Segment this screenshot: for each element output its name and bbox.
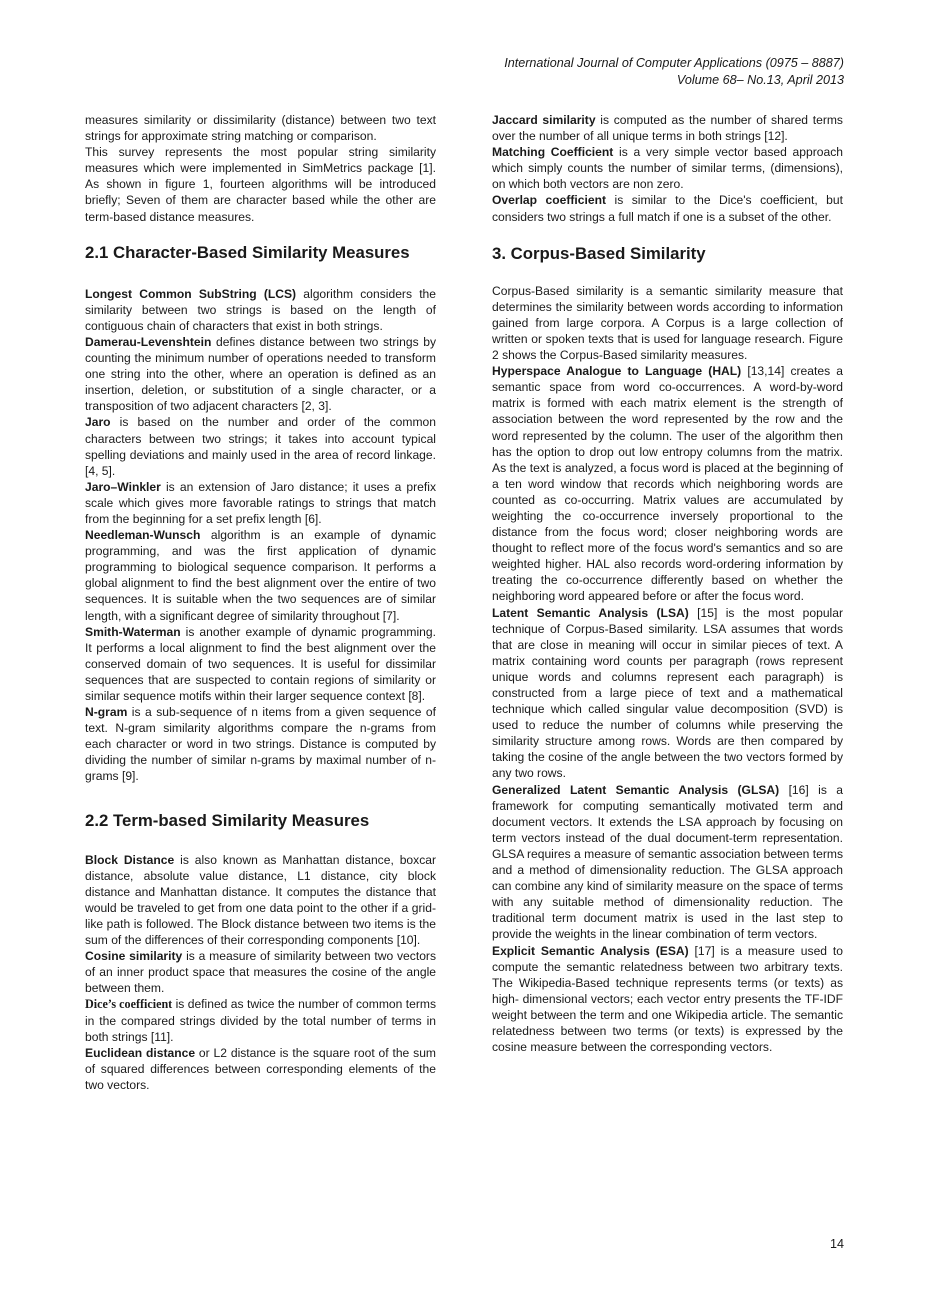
- term-needleman-wunsch: Needleman-Wunsch: [85, 528, 201, 543]
- paragraph-dice-coefficient: Dice’s coefficient is defined as twice the number of common terms in the compared strings divided by the total number of terms in both strings [11].: [85, 997, 436, 1044]
- paragraph-glsa: Generalized Latent Semantic Analysis (GLSA) [16] is a framework for computing semantically motivated term and document vectors. It extends the LSA approach by focusing on term vectors instead of the dual document-term representation. GLSA requires a measure of semantic association between terms and a method of dimensionality reduction. The GLSA approach can combine any kind of similarity measure on the space of terms with any suitable method of dimensionality reduction. The traditional term document matrix is used in the last step to provide the weights in the linear combination of term vectors.: [492, 782, 844, 942]
- journal-header: [504, 55, 844, 89]
- paragraph-damerau-levenshtein: Damerau-Levenshtein defines distance between two strings by counting the minimum number of operations needed to transform one string into the other, where an operation is defined as an insertion, deletion, or substitution of a single character, or a transposition of two adjacent characters [2, 3].: [85, 334, 436, 414]
- section-heading-term-based: 2.2 Term-based Similarity Measures: [85, 810, 370, 830]
- term-jaro-winkler: Jaro–Winkler: [85, 479, 161, 494]
- paragraph-esa: Explicit Semantic Analysis (ESA) [17] is a measure used to compute the semantic relatedness between two arbitrary texts. The Wikipedia-Based technique represents terms (or texts) as high- dimensional vectors; each vector entry presents the TF-IDF weight between the term and one Wikipedia article. The semantic relatedness between two terms (or texts) is expressed by the cosine measure between the corresponding vectors.: [492, 943, 843, 1055]
- paragraph-jaro-winkler: Jaro–Winkler is an extension of Jaro distance; it uses a prefix scale which gives more favorable ratings to strings that match from the beginning for a set prefix length [6].: [85, 479, 436, 526]
- paragraph-needleman-wunsch: Needleman-Wunsch algorithm is an example of dynamic programming, and was the first application of dynamic programming to biological sequence comparison. It performs a global alignment to find the best alignment over the entire of two sequences. It is suitable when the two sequences are of similar length, with a significant degree of similarity throughout [7].: [85, 528, 436, 623]
- journal-volume: Volume 68– No.13, April 2013: [676, 73, 844, 87]
- term-lcs: Longest Common SubString (LCS): [85, 286, 297, 301]
- term-jaccard: Jaccard similarity: [492, 113, 596, 127]
- term-dice-coefficient: Dice’s coefficient: [85, 997, 173, 1012]
- section-heading-character-based: 2.1 Character-Based Similarity Measures: [85, 242, 410, 262]
- paragraph-matching-coefficient: Matching Coefficient is a very simple vector based approach which simply counts the number of similar terms, (dimensions), on which both vectors are non zero.: [492, 145, 843, 192]
- term-matching-coefficient: Matching Coefficient: [492, 145, 614, 160]
- term-damerau-levenshtein: Damerau-Levenshtein: [85, 334, 212, 349]
- term-jaro: Jaro: [85, 415, 111, 430]
- term-overlap-coefficient: Overlap coefficient: [492, 193, 607, 208]
- term-n-gram: N-gram: [85, 705, 128, 720]
- paragraph-n-gram: N-gram is a sub-sequence of n items from a given sequence of text. N-gram similarity algorithms compare the n-grams from each character or word in two strings. Distance is computed by dividing the number of similar n-grams by maximal number of n-grams [9].: [85, 705, 436, 784]
- paragraph-cosine-similarity: Cosine similarity is a measure of similarity between two vectors of an inner product space that measures the cosine of the angle between them.: [85, 949, 436, 996]
- term-block-distance: Block Distance: [85, 852, 175, 867]
- term-euclidean-distance: Euclidean distance: [85, 1045, 196, 1060]
- paragraph-hal: Hyperspace Analogue to Language (HAL) [13,14] creates a semantic space from word co-occurrences. A word-by-word matrix is formed with each matrix element is the strength of association between the word represented by the row and the word represented by the column. The user of the algorithm then has the option to drop out low entropy columns from the matrix. As the text is analyzed, a focus word is placed at the beginning of a ten word window that records which neighboring words are counted as co-occurring. Matrix values are accumulated by weighting the co-occurrence inversely proportional to the distance from the focus word; closer neighboring words are thought to reflect more of the focus word's semantics and so are weighted higher. HAL also records word-ordering information by treating the co-occurrence differently based on whether the neighboring word appeared before or after the focus word.: [492, 364, 843, 604]
- paragraph-euclidean-distance: Euclidean distance or L2 distance is the square root of the sum of squared differences between corresponding elements of the two vectors.: [85, 1045, 436, 1092]
- paragraph-lcs: Longest Common SubString (LCS) algorithm considers the similarity between two strings is based on the length of contiguous chain of characters that exist in both strings.: [85, 286, 437, 333]
- term-lsa: Latent Semantic Analysis (LSA): [492, 605, 689, 620]
- paragraph-smith-waterman: Smith-Waterman is another example of dynamic programming. It performs a local alignment to find the best alignment over the conserved domain of two sequences. It is useful for dissimilar sequences that are suspected to contain regions of similarity or similar sequence motifs within their larger sequence context [8].: [85, 624, 436, 703]
- section-heading-corpus-based: 3. Corpus-Based Similarity: [492, 243, 706, 263]
- intro-paragraph-2: This survey represents the most popular string similarity measures which were implemented in SimMetrics package [1]. As shown in figure 1, fourteen algorithms will be introduced briefly; Seven of them are character based while the other are term-based distance measures.: [85, 145, 436, 224]
- paragraph-jaro: Jaro is based on the number and order of the common characters between two strings; it takes into account typical spelling deviations and mainly used in the area of record linkage. [4, 5].: [85, 415, 436, 478]
- term-glsa: Generalized Latent Semantic Analysis (GLSA): [492, 782, 780, 797]
- paragraph-lsa: Latent Semantic Analysis (LSA) [15] is the most popular technique of Corpus-Based similarity. LSA assumes that words that are close in meaning will occur in similar pieces of text. A matrix containing word counts per paragraph (rows represent unique words and columns represent each paragraph) is constructed from a large piece of text and a mathematical technique which called singular value decomposition (SVD) is used to reduce the number of columns while preserving the similarity structure among rows. Words are then compared by taking the cosine of the angle between the two vectors formed by any two rows.: [492, 605, 843, 781]
- journal-title: International Journal of Computer Applications (0975 – 8887): [504, 56, 844, 70]
- paragraph-overlap-coefficient: Overlap coefficient is similar to the Dice's coefficient, but considers two strings a full match if one is a subset of the other.: [492, 193, 843, 224]
- right-column: [492, 112, 843, 1055]
- paragraph-block-distance: Block Distance is also known as Manhattan distance, boxcar distance, absolute value distance, L1 distance, city block distance and Manhattan distance. It computes the distance that would be traveled to get from one data point to the other if a grid-like path is followed. The Block distance between two items is the sum of the differences of their corresponding components [10].: [85, 852, 436, 948]
- term-esa: Explicit Semantic Analysis (ESA): [492, 943, 689, 958]
- term-hal: Hyperspace Analogue to Language (HAL): [492, 364, 742, 379]
- paragraph-jaccard: Jaccard similarity is computed as the number of shared terms over the number of all unique terms in both strings [12].: [492, 113, 843, 144]
- left-column: [85, 112, 436, 1093]
- intro-paragraph-1: measures similarity or dissimilarity (distance) between two text strings for approximate string matching or comparison.: [85, 113, 436, 144]
- term-cosine-similarity: Cosine similarity: [85, 949, 183, 964]
- paragraph-corpus-intro: Corpus-Based similarity is a semantic similarity measure that determines the similarity between words according to information gained from large corpora. A Corpus is a large collection of written or spoken texts that is used for language research. Figure 2 shows the Corpus-Based similarity measures.: [492, 283, 843, 363]
- page-number: 14: [829, 1237, 844, 1251]
- term-smith-waterman: Smith-Waterman: [85, 624, 181, 639]
